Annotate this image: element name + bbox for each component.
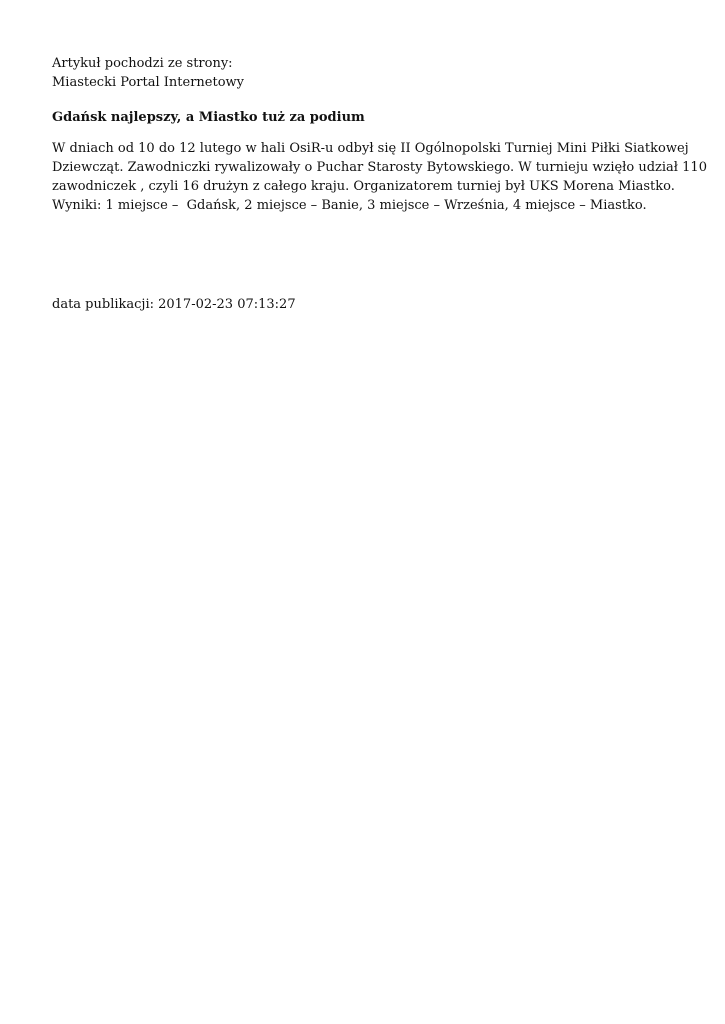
article-body-line: W dniach od 10 do 12 lutego w hali OsiR-u odbył się II Ogólnopolski Turniej Mini Piłki Siatkowej: [52, 141, 689, 156]
article-body-line: Dziewcząt. Zawodniczki rywalizowały o Puchar Starosty Bytowskiego. W turnieju wzięło udział 110: [52, 160, 707, 175]
source-intro: Artykuł pochodzi ze strony:: [52, 56, 233, 71]
article-body-line: Wyniki: 1 miejsce – Gdańsk, 2 miejsce – Banie, 3 miejsce – Września, 4 miejsce – Miastko.: [52, 198, 647, 213]
article-body-line: zawodniczek , czyli 16 drużyn z całego kraju. Organizatorem turniej był UKS Morena Miastko.: [52, 179, 675, 194]
article-title: Gdańsk najlepszy, a Miastko tuż za podium: [52, 110, 365, 125]
article-source: [52, 54, 672, 92]
publication-date: data publikacji: 2017-02-23 07:13:27: [52, 297, 296, 312]
article-body: [52, 139, 707, 215]
source-site-name: Miastecki Portal Internetowy: [52, 75, 245, 90]
